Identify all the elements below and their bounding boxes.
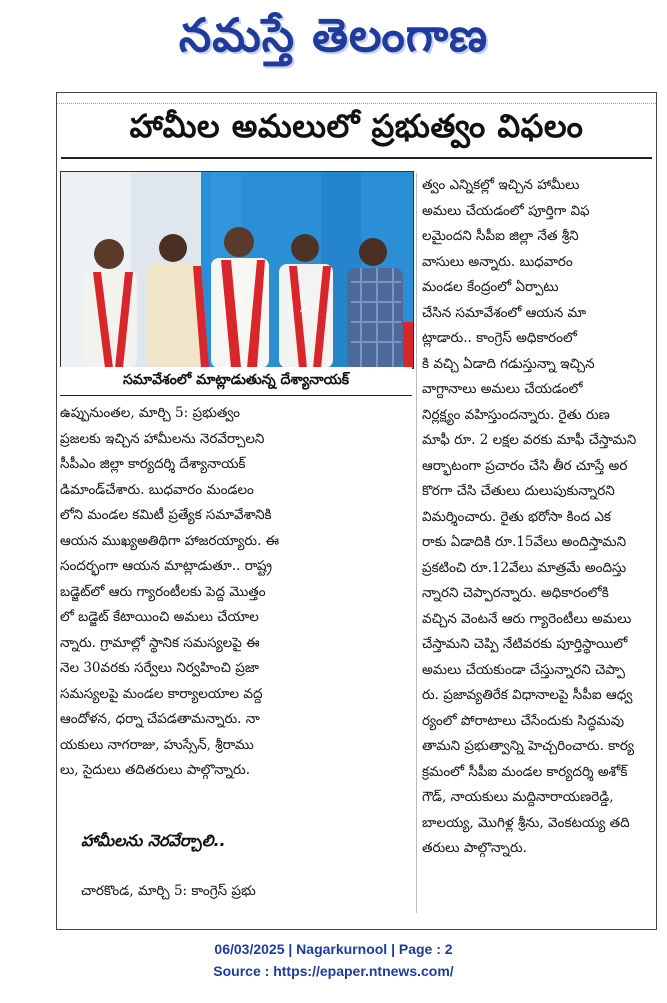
text-line: అమలు చేయడంలో పూర్తిగా విఫ [422,202,590,219]
text-line: తరులు పాల్గొన్నారు. [422,840,527,856]
text-line: న్నారు. గ్రామాల్లో స్థానిక సమస్యలపై ఈ [60,634,260,651]
source-link[interactable]: Source : https://epaper.ntnews.com/ [213,963,454,979]
masthead [0,0,667,82]
text-line: ఆర్భాటంగా ప్రచారం చేసి తీర చూస్తే అర [422,457,628,474]
text-line: ఆందోళన, ధర్నా చేపడతామన్నారు. నా [60,711,260,727]
text-line: సందర్భంగా ఆయన మాట్లాడుతూ.. రాష్ట్ర [60,558,273,574]
page-footer [0,938,667,982]
text-line: సీపీఎం జిల్లా కార్యదర్శి దేశ్యానాయక్ [60,456,246,472]
text-line: యకులు నాగరాజు, హుస్సేన్, శ్రీరాము [60,736,254,753]
text-line: క్రమంలో సీపీఐ మండల కార్యదర్శి అశోక్ [422,763,628,780]
left-column [60,401,410,784]
text-line: కొరగా చేసి చేతులు దులుపుకున్నారని [422,483,615,499]
right-column [422,173,654,862]
photo-caption: సమావేశంలో మాట్లాడుతున్న దేశ్యానాయక్ [60,367,412,396]
text-line: ప్రకటించి రూ.12వేలు మాత్రమే అందిస్తు [422,559,627,576]
text-line: లోని మండల కమిటీ ప్రత్యేక సమావేశానికి [60,507,272,523]
article-photo [60,171,414,369]
masthead-logo: నమస్తే తెలంగాణ [178,8,489,62]
clip-top-rule [57,93,656,104]
text-line: లు, సైదులు తదితరులు పాల్గొన్నారు. [60,762,251,778]
text-line: డిమాండ్‌చేశారు. బుధవారం మండలం [60,481,254,498]
text-line: బడ్జెట్‌లో ఆరు గ్యారంటీలకు పెద్ద మొత్తం [60,583,266,600]
second-story-lead: చారకొండ, మార్చి 5: కాంగ్రెస్ ప్రభు [81,883,256,899]
text-line: అమలు చేయకుండా చేస్తున్నారని చెప్పా [422,661,625,678]
article-headline: హామీల అమలులో ప్రభుత్వం విఫలం [129,107,584,145]
edition-info: 06/03/2025 | Nagarkurnool | Page : 2 [214,941,453,957]
text-line: విమర్శించారు. రైతు భరోసా కింద ఎక [422,508,611,525]
text-line: మాఫీ రూ. 2 లక్షల వరకు మాఫీ చేస్తామని [422,432,637,448]
text-line: కి వచ్చి ఏడాది గడుస్తున్నా ఇచ్చిన [422,355,595,372]
text-line: నెల 30వరకు సర్వేలు నిర్వహించి ప్రజా [60,660,259,676]
text-line: నిర్లక్ష్యం వహిస్తుందన్నారు. రైతు రుణ [422,406,610,423]
svg-text:☭: ☭ [234,294,243,305]
text-line: న్నారని చెప్పారన్నారు. అధికారంలోకి [422,585,609,601]
text-line: వాగ్దానాలు అమలు చేయడంలో [422,381,583,397]
text-line: ర్యంలో పోరాటాలు చేసేందుకు సిద్ధమవు [422,712,625,729]
text-line: త్వం ఎన్నికల్లో ఇచ్చిన హామీలు [422,177,580,193]
newspaper-clipping [56,92,657,930]
text-line: మండల కేంద్రంలో ఏర్పాటు [422,279,559,295]
text-line: రు. ప్రజావ్యతిరేక విధానాలపై సీపీఐ ఆధ్వ [422,687,633,703]
text-line: చేసిన సమావేశంలో ఆయన మా [422,304,587,321]
text-line: లమైందని సీపీఐ జిల్లా నేత శ్రీని [422,228,579,244]
text-line: గౌడ్, నాయకులు మద్దినారాయణరెడ్డి, [422,789,614,805]
headline-rule [61,157,652,159]
text-line: ఉప్పునుంతల, మార్చి 5: ప్రభుత్వం [60,405,241,421]
text-line: ప్రజలకు ఇచ్చిన హామీలను నెరవేర్చాలని [60,430,265,447]
text-line: బాలయ్య, మొగిళ్ల శ్రీను, వెంకటయ్య తది [422,814,630,831]
text-line: వాసులు అన్నారు. బుధవారం [422,253,573,270]
text-line: చేస్తామని చెప్పి నేటివరకు పూర్తిస్థాయిలో [422,636,628,652]
column-divider [416,173,417,913]
text-line: తామని ప్రభుత్వాన్ని హెచ్చరించారు. కార్య [422,738,635,754]
text-line: ఆయన ముఖ్యఅతిథిగా హాజరయ్యారు. ఈ [60,532,280,549]
svg-text:☭: ☭ [299,304,308,315]
article-subheading: హామీలను నెరవేర్చాలి.. [81,831,226,850]
text-line: లో బడ్జెట్ కేటాయించి అమలు చేయాల [60,609,259,625]
text-line: ట్లాడారు.. కాంగ్రెస్ అధికారంలో [422,330,577,346]
text-line: వచ్చిన వెంటనే ఆరు గ్యారెంటీలు అమలు [422,610,632,627]
text-line: రాకు ఏడాదికి రూ.15వేలు అందిస్తామని [422,534,627,550]
text-line: సమస్యలపై మండల కార్యాలయాల వద్ద [60,685,263,702]
